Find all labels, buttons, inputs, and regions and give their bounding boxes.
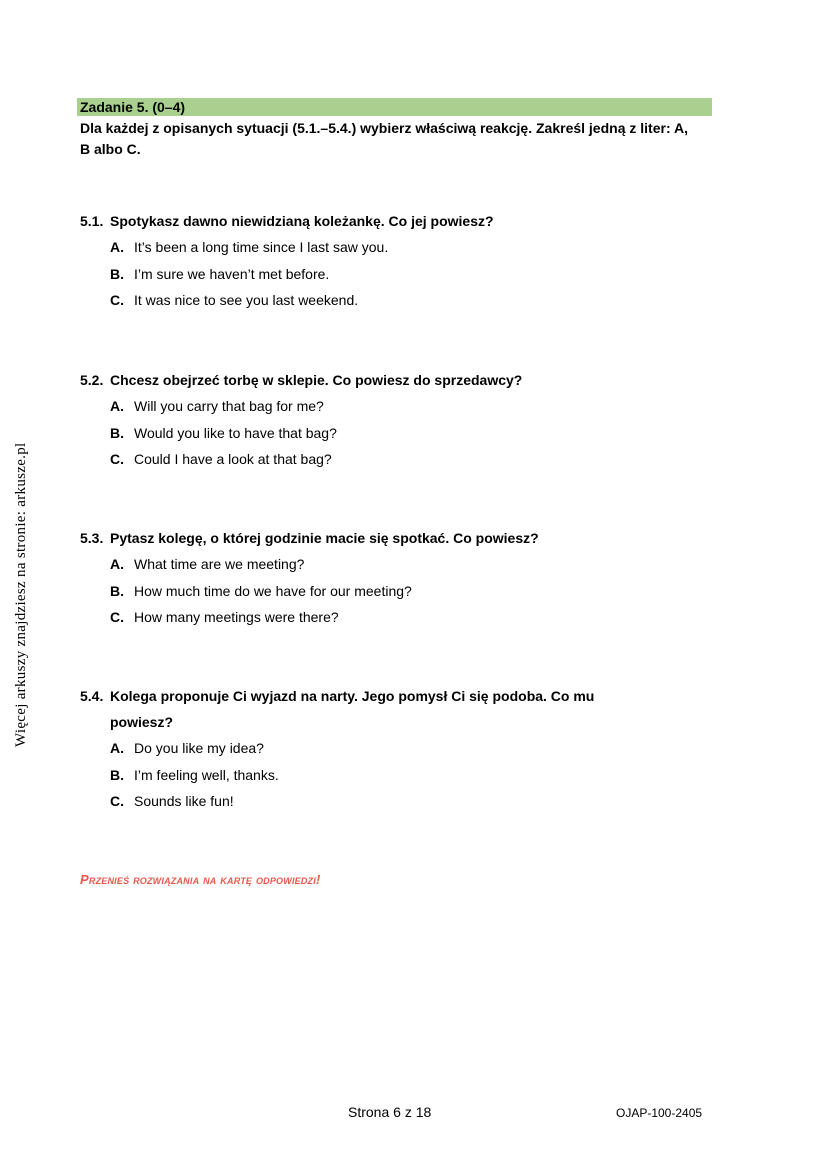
option-letter: B. (110, 265, 124, 282)
option-letter: A. (110, 556, 124, 572)
question-5-1 (80, 208, 700, 314)
page-number: Strona 6 z 18 (348, 1104, 432, 1120)
option-c[interactable] (80, 604, 700, 631)
document-code: OJAP-100-2405 (616, 1106, 703, 1120)
task-instruction: Dla każdej z opisanych sytuacji (5.1.–5.4.) wybierz właściwą reakcję. Zakreśl jedną z liter: A, B albo C. (80, 120, 688, 157)
question-number: 5.1. (80, 213, 104, 229)
option-text: Do you like my idea? (134, 740, 264, 756)
option-text: How many meetings were there? (134, 609, 339, 625)
transfer-answers-note: Przenieś rozwiązania na kartę odpowiedzi! (80, 872, 321, 887)
option-letter: A. (110, 740, 124, 756)
option-letter: C. (110, 609, 124, 625)
option-letter: B. (110, 582, 124, 599)
question-text: Pytasz kolegę, o której godzinie macie się spotkać. Co powiesz? (110, 530, 539, 546)
option-b[interactable] (80, 578, 700, 605)
option-text: What time are we meeting? (134, 556, 305, 572)
question-number: 5.2. (80, 372, 104, 388)
option-c[interactable] (80, 788, 660, 815)
option-text: It was nice to see you last weekend. (134, 292, 359, 308)
question-5-4 (80, 683, 660, 815)
side-watermark-text: Więcej arkuszy znajdziesz na stronie: arkusze.pl (13, 442, 29, 747)
option-text: I’m feeling well, thanks. (134, 766, 279, 783)
option-a[interactable] (80, 393, 700, 420)
question-text: Spotykasz dawno niewidzianą koleżankę. Co jej powiesz? (110, 213, 494, 229)
option-letter: C. (110, 451, 124, 467)
option-text: Would you like to have that bag? (134, 424, 337, 441)
option-c[interactable] (80, 287, 700, 314)
question-number: 5.4. (80, 688, 104, 704)
option-a[interactable] (80, 735, 660, 762)
option-a[interactable] (80, 551, 700, 578)
question-5-3 (80, 525, 700, 631)
option-text: Sounds like fun! (134, 793, 234, 809)
option-text: I’m sure we haven’t met before. (134, 265, 330, 282)
option-letter: A. (110, 239, 124, 255)
question-number: 5.3. (80, 530, 104, 546)
option-text: How much time do we have for our meeting? (134, 582, 412, 599)
option-b[interactable] (80, 261, 700, 288)
question-text: Kolega proponuje Ci wyjazd na narty. Jego pomysł Ci się podoba. Co mu powiesz? (110, 688, 595, 730)
option-letter: B. (110, 766, 124, 783)
option-text: Could I have a look at that bag? (134, 451, 332, 467)
option-text: It’s been a long time since I last saw you. (134, 239, 389, 255)
option-c[interactable] (80, 446, 700, 473)
question-5-2 (80, 367, 700, 473)
option-letter: B. (110, 424, 124, 441)
option-text: Will you carry that bag for me? (134, 398, 324, 414)
option-b[interactable] (80, 762, 660, 789)
option-letter: A. (110, 398, 124, 414)
question-text: Chcesz obejrzeć torbę w sklepie. Co powiesz do sprzedawcy? (110, 372, 523, 388)
option-letter: C. (110, 793, 124, 809)
task-title: Zadanie 5. (0–4) (80, 99, 186, 115)
option-b[interactable] (80, 420, 700, 447)
option-letter: C. (110, 292, 124, 308)
option-a[interactable] (80, 234, 700, 261)
